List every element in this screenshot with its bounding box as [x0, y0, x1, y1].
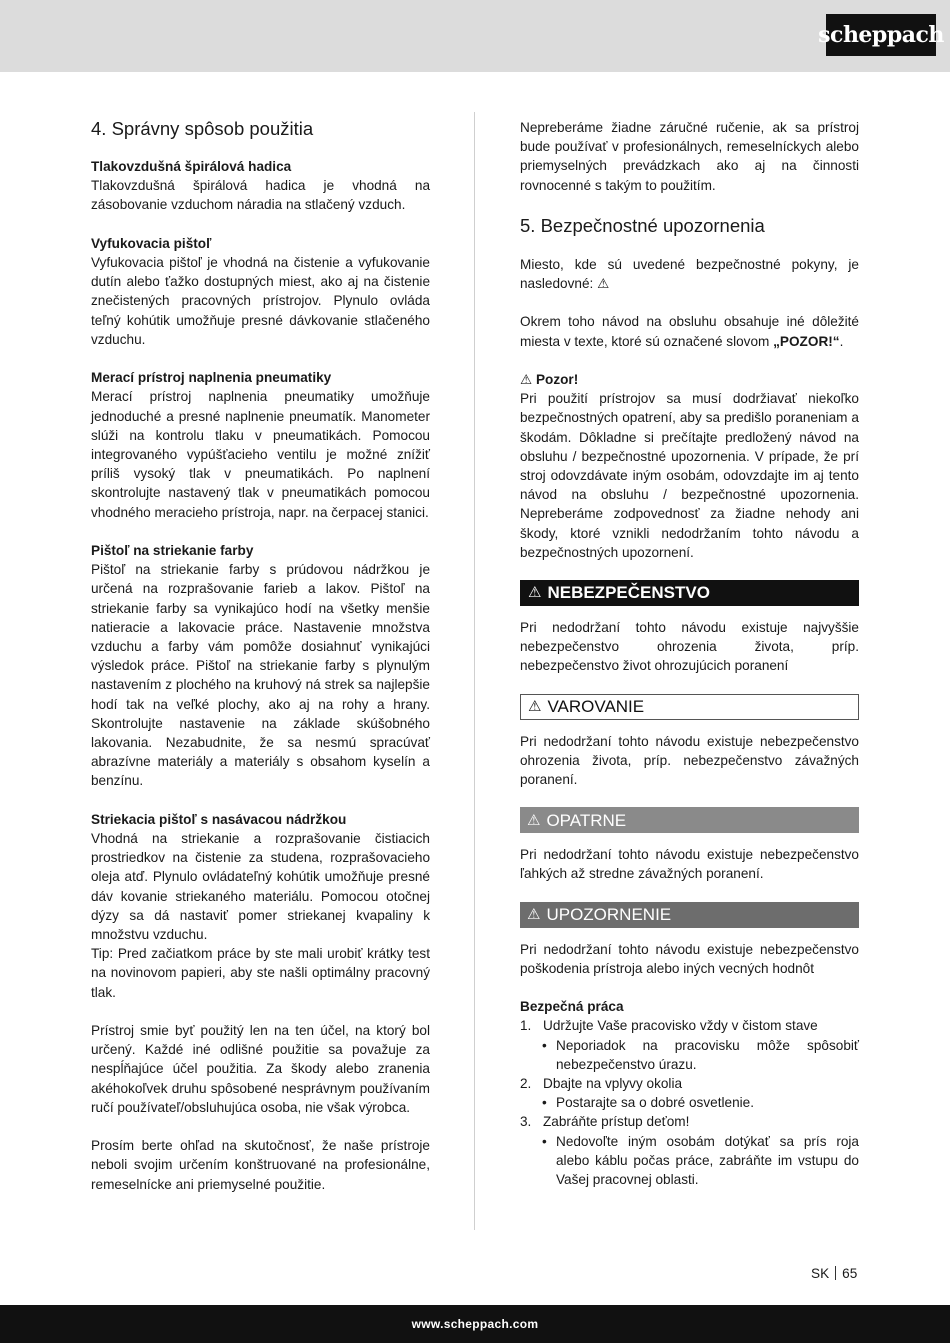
- safe-work-heading: Bezpečná práca: [520, 999, 624, 1015]
- danger-label: NEBEZPEČENSTVO: [547, 583, 710, 603]
- left-column: [91, 118, 430, 1194]
- paragraph-notice: Pri nedodržaní tohto návodu existuje nebezpečenstvo poškodenia prístroja alebo iných vecných hodnôt: [520, 941, 859, 976]
- right-column: [520, 118, 859, 1189]
- list-item: 1. Udržujte Vaše pracovisko vždy v čistom stave: [520, 1018, 818, 1034]
- warning-triangle-icon: ⚠: [527, 906, 541, 924]
- safe-work-list: [520, 1112, 859, 1131]
- warning-triangle-icon: ⚠: [528, 698, 542, 716]
- list-item: 3. Zabráňte prístup deťom!: [520, 1114, 690, 1130]
- notice-box: [520, 902, 859, 928]
- warning-triangle-icon: ⚠: [527, 811, 541, 829]
- paragraph-pozor-mention: Okrem toho návod na obsluhu obsahuje iné dôležité miesta v texte, ktoré sú označené slovom „POZOR!“.: [520, 314, 859, 349]
- warning-box: [520, 694, 859, 720]
- caution-box: [520, 807, 859, 833]
- paragraph-intended-use: Prístroj smie byť použitý len na ten účel, na ktorý bol určený. Každé iné odlišné použitie sa považuje za nespĺňajúce účel použitia. Za škody alebo zranenia akéhokoľvek druhu spôsobené nesprávnym používaním ručí používateľ/obsluhujúca osoba, nie však výrobca.: [91, 1023, 430, 1115]
- footer-url[interactable]: www.scheppach.com: [411, 1317, 539, 1331]
- section-4-heading: 4. Správny spôsob použitia: [91, 118, 314, 139]
- language-code: SK: [811, 1266, 830, 1281]
- paragraph-warning: Pri nedodržaní tohto návodu existuje nebezpečenstvo ohrozenia života, príp. nebezpečenstvo závažných poranení.: [520, 733, 859, 788]
- subheading-blow-gun: Vyfukovacia pištoľ: [91, 235, 212, 251]
- footer-bar: [0, 1305, 950, 1343]
- warning-label: VAROVANIE: [547, 697, 645, 717]
- section-5-heading: 5. Bezpečnostné upozornenia: [520, 214, 765, 236]
- safe-work-list: [520, 1074, 859, 1093]
- paragraph-warranty: Nepreberáme žiadne záručné ručenie, ak sa prístroj bude používať v profesionálnych, remeselníckych alebo priemyselných prevádzkach ako aj na činnosti rovnocenné s takým to použitím.: [520, 120, 859, 193]
- paragraph-danger: Pri nedodržaní tohto návodu existuje najvyššie nebezpečenstvo ohrozenia života, príp. nebezpečenstvo život ohrozujúcich poranení: [520, 620, 859, 674]
- paragraph-paint-gun: Pištoľ na striekanie farby s prúdovou nádržkou je určená na rozprašovanie farieb a lakov. Pištoľ na striekanie farby sa vynikajúco hodí na všetky menšie natieracie a lakovacie práce. Nastavenie množstva vzduchu a farby vám pomôže dosiahnuť vynikajúci výsledok práce. Pištoľ na striekanie farby s plynulým nastavením z plochého na kruhový ná strek sa najlepšie hodí tak na veľké plochy, ako aj na rohy a hrany. Skontrolujte nastavenie na základe skúšobného lakovania. Nezabudnite, že sa nesmú spracúvať abrazívne materiály a materiály s obsahom kyselín a benzínu.: [91, 562, 430, 789]
- column-divider: [474, 112, 475, 1230]
- paragraph-tyre-gauge: Merací prístroj naplnenia pneumatiky umožňuje jednoduché a presné naplnenie pneumatík. Manometer slúži na kontrolu tlaku v pneumatikách. Pomocou integrovaného vypúšťacieho ventilu je možné znížiť príliš vysoký tlak v pneumatikách. Po naplnení skontrolujte nastavený tlak v pneumatikách pomocou vhodného meracieho prístroja, napr. na čerpacej stanici.: [91, 389, 430, 520]
- paragraph-air-hose: Tlakovzdušná špirálová hadica je vhodná na zásobovanie vzduchom náradia na stlačený vzduch.: [91, 178, 430, 213]
- paragraph-non-professional: Prosím berte ohľad na skutočnosť, že naše prístroje neboli svojim určením konštruované na profesionálne, remeselnícke ani priemyselné použitie.: [91, 1138, 430, 1192]
- page-number: [811, 1266, 857, 1281]
- page-number-value: 65: [842, 1266, 858, 1281]
- safe-work-list: [520, 1016, 859, 1035]
- danger-box: [520, 580, 859, 606]
- warning-triangle-icon: ⚠: [528, 584, 542, 602]
- paragraph-symbol-place: Miesto, kde sú uvedené bezpečnostné pokyny, je nasledovné: ⚠: [520, 256, 859, 292]
- pozor-keyword: „POZOR!“: [773, 333, 840, 349]
- list-item: • Postarajte sa o dobré osvetlenie.: [542, 1093, 859, 1112]
- caution-label: OPATRNE: [546, 810, 627, 830]
- subheading-tyre-gauge: Merací prístroj naplnenia pneumatiky: [91, 370, 332, 386]
- subheading-paint-gun: Pištoľ na striekanie farby: [91, 543, 254, 559]
- paragraph-tip: Tip: Pred začiatkom práce by ste mali urobiť krátky test na novinovom papieri, aby ste našli optimálny pracovný tlak.: [91, 946, 430, 1000]
- header-band: [0, 0, 950, 72]
- list-item: 2. Dbajte na vplyvy okolia: [520, 1076, 683, 1092]
- list-item: • Nedovoľte iným osobám dotýkať sa prís roja alebo káblu počas práce, zabráňte im vstupu do Vašej pracovnej oblasti.: [542, 1132, 859, 1190]
- paragraph-caution: Pri nedodržaní tohto návodu existuje nebezpečenstvo ľahkých až stredne závažných poranení.: [520, 847, 859, 882]
- paragraph-pozor: Pri použití prístrojov sa musí dodržiavať niekoľko bezpečnostných opatrení, aby sa predišlo poraneniam a škodám. Dôkladne si prečítajte predložený návod na obsluhu / bezpečnostné upozornenia. V prípade, že prí stroj odovzdávate iným osobám, odovzdajte im aj tento návod na obsluhu / bezpečnostné upozornenia. Nepreberáme zodpovednosť za žiadne nehody ani škody, ktoré vznikli nedodržaním tohto návodu a bezpečnostných upozornení.: [520, 391, 859, 560]
- notice-label: UPOZORNENIE: [546, 905, 672, 925]
- paragraph-suction-gun: Vhodná na striekanie a rozprašovanie čistiacich prostriedkov na čistenie za studena, rozprašovacieho oleja atď. Plynulo ovládateľný kohútik umožňuje presné dáv kovanie striekaného materiálu. Pomocou otočnej dýzy sa dá nastaviť pomer striekanej kvapaliny k množstvu vzduchu.: [91, 831, 430, 943]
- brand-logo: scheppach: [826, 14, 936, 56]
- bullet-list: [520, 1036, 859, 1074]
- bullet-list: [520, 1132, 859, 1190]
- list-item: • Neporiadok na pracovisku môže spôsobiť nebezpečenstvo úrazu.: [542, 1036, 859, 1074]
- bullet-list: [520, 1093, 859, 1112]
- pozor-heading: ⚠ Pozor!: [520, 372, 579, 387]
- subheading-suction-gun: Striekacia pištoľ s nasávacou nádržkou: [91, 811, 347, 827]
- paragraph-blow-gun: Vyfukovacia pištoľ je vhodná na čistenie a vyfukovanie dutín alebo ťažko dostupných miest, ako aj na čistenie znečistených pracovných prístrojov. Plynulo ovláda teľný kohútik umožňuje presné dávkovanie stlačeného vzduchu.: [91, 255, 430, 347]
- subheading-air-hose: Tlakovzdušná špirálová hadica: [91, 159, 292, 174]
